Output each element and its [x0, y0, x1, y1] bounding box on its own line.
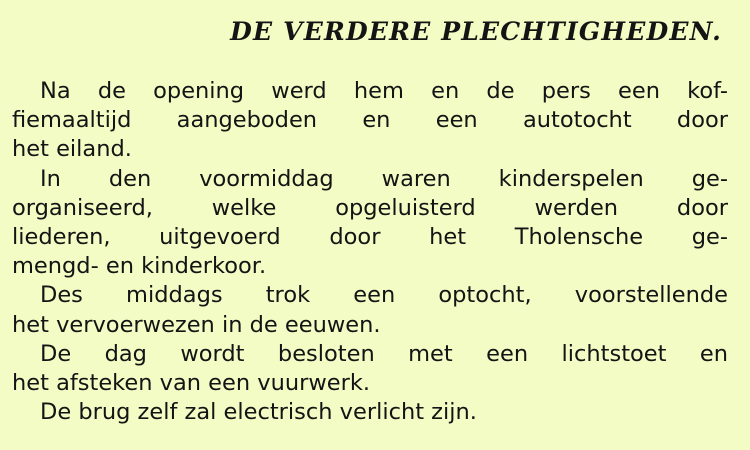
article-headline: DE VERDERE PLECHTIGHEDEN.	[230, 17, 722, 46]
article-body	[12, 77, 728, 427]
article-line: Na de opening werd hem en de pers een kof-	[40, 78, 728, 104]
article-line: het eiland.	[12, 136, 132, 163]
article-line: liederen, uitgevoerd door het Tholensche ge-	[12, 223, 728, 250]
article-line: fiemaaltijd aangeboden en een autotocht door	[12, 107, 728, 134]
article-line: mengd- en kinderkoor.	[12, 253, 267, 280]
article-line: het afsteken van een vuurwerk.	[12, 369, 371, 396]
article-line: Des middags trok een optocht, voorstellende	[40, 282, 728, 309]
article-line: In den voormiddag waren kinderspelen ge-	[40, 165, 728, 192]
article-line: organiseerd, welke opgeluisterd werden door	[12, 194, 728, 221]
article-line: het vervoerwezen in de eeuwen.	[12, 311, 381, 338]
article-line: De dag wordt besloten met een lichtstoet en	[40, 340, 728, 367]
article-line: De brug zelf zal electrisch verlicht zijn.	[40, 399, 477, 426]
